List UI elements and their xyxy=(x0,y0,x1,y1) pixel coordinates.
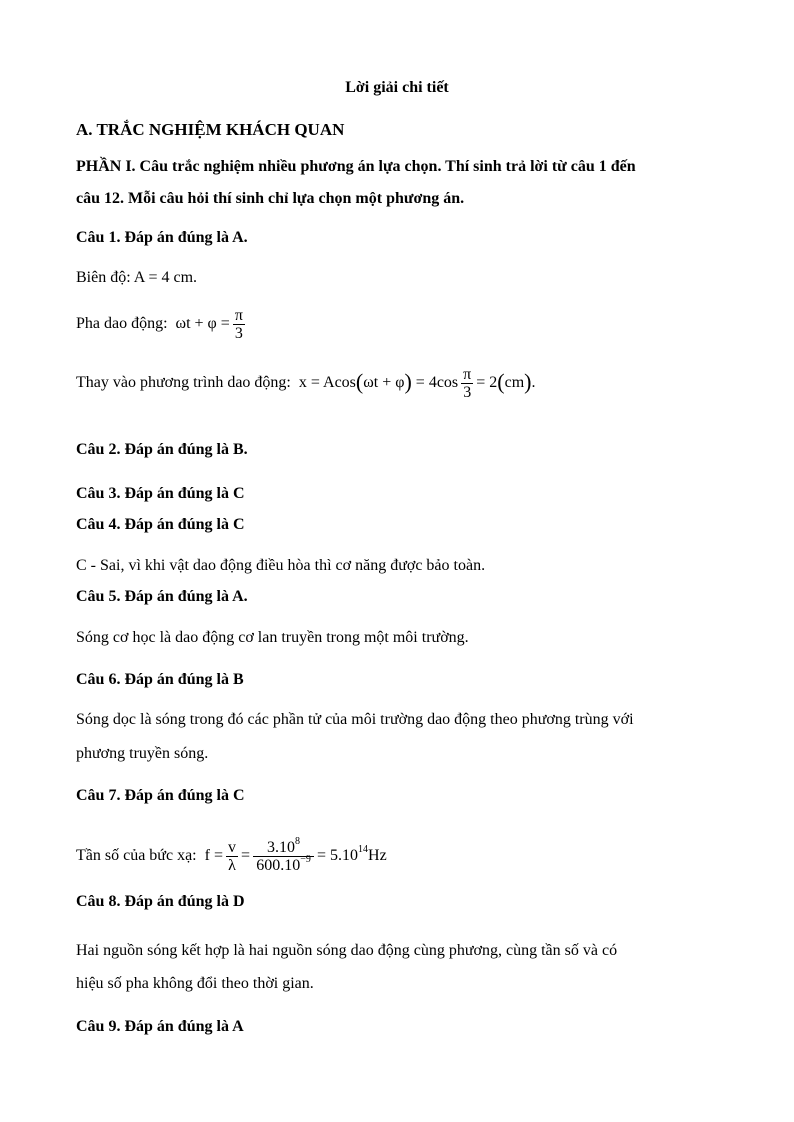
q7-result-unit: Hz xyxy=(368,847,387,865)
q1-phase-lhs: ωt + φ = xyxy=(175,315,230,333)
q5-text: Sóng cơ học là dao động cơ lan truyền trong một môi trường. xyxy=(76,629,469,646)
paren-open: ( xyxy=(497,369,505,395)
q1-heading: Câu 1. Đáp án đúng là A. xyxy=(76,229,248,246)
eq-part3: = 2 xyxy=(476,374,498,392)
q6-text-line1: Sóng dọc là sóng trong đó các phần tử của môi trường dao động theo phương trùng với xyxy=(76,711,634,728)
q4-text: C - Sai, vì khi vật dao động điều hòa thì cơ năng được bảo toàn. xyxy=(76,557,486,574)
q1-equation-line xyxy=(76,366,535,401)
q7-heading: Câu 7. Đáp án đúng là C xyxy=(76,787,245,804)
paren-close: ) xyxy=(404,369,412,395)
q1-phase-label: Pha dao động: xyxy=(76,315,168,333)
fraction-denominator xyxy=(254,854,313,874)
paren-close: ) xyxy=(524,369,532,395)
page-title: Lời giải chi tiết xyxy=(345,79,449,96)
eq-part2: = 4cos xyxy=(415,374,459,392)
q1-amplitude: Biên độ: A = 4 cm. xyxy=(76,269,198,286)
numerator-exponent: 8 xyxy=(295,836,301,847)
v-over-lambda-fraction xyxy=(226,839,238,874)
fraction-numerator: π xyxy=(234,307,243,324)
fraction-numerator: v xyxy=(227,839,236,856)
q7-equals: = xyxy=(240,847,251,865)
eq-part1: x = Acos xyxy=(298,374,356,392)
denominator-exponent: −9 xyxy=(300,854,311,865)
section-a-heading: A. TRẮC NGHIỆM KHÁCH QUAN xyxy=(76,120,345,139)
eq-inner: ωt + φ xyxy=(363,374,405,392)
q3-heading: Câu 3. Đáp án đúng là C xyxy=(76,485,245,502)
q7-equation-line xyxy=(76,836,387,874)
fraction-denominator: 3 xyxy=(234,325,243,342)
fraction-numerator: π xyxy=(463,366,472,383)
numerator-base: 3.10 xyxy=(267,839,296,856)
paren-open: ( xyxy=(355,369,364,395)
q9-heading: Câu 9. Đáp án đúng là A xyxy=(76,1018,244,1035)
q1-subst-label: Thay vào phương trình dao động: xyxy=(76,374,291,392)
q2-heading: Câu 2. Đáp án đúng là B. xyxy=(76,441,248,458)
denominator-base: 600.10 xyxy=(256,857,301,874)
q8-heading: Câu 8. Đáp án đúng là D xyxy=(76,893,245,910)
q6-text-line2: phương truyền sóng. xyxy=(76,745,209,762)
part1-instruction-line2: câu 12. Mỗi câu hỏi thí sinh chỉ lựa chọn một phương án. xyxy=(76,190,465,207)
part1-instruction-line1: PHẦN I. Câu trắc nghiệm nhiều phương án lựa chọn. Thí sinh trả lời từ câu 1 đến xyxy=(76,158,636,175)
q8-text-line2: hiệu số pha không đổi theo thời gian. xyxy=(76,975,314,992)
q7-result-exponent: 14 xyxy=(358,844,369,856)
q4-heading: Câu 4. Đáp án đúng là C xyxy=(76,516,245,533)
eq-unit: cm xyxy=(504,374,525,392)
q5-heading: Câu 5. Đáp án đúng là A. xyxy=(76,588,248,605)
eq-end: . xyxy=(531,374,536,392)
fraction-denominator: λ xyxy=(228,857,236,874)
q8-text-line1: Hai nguồn sóng kết hợp là hai nguồn sóng dao động cùng phương, cùng tần số và có xyxy=(76,942,618,959)
pi-over-3-fraction xyxy=(233,307,245,342)
q7-lhs: f = xyxy=(204,847,223,865)
q7-result-prefix: = 5.10 xyxy=(317,847,359,865)
speed-over-wavelength-fraction xyxy=(253,836,314,874)
pi-over-3-fraction xyxy=(461,366,473,401)
q1-phase-line xyxy=(76,307,248,342)
q7-label: Tần số của bức xạ: xyxy=(76,847,197,865)
q6-heading: Câu 6. Đáp án đúng là B xyxy=(76,671,244,688)
fraction-denominator: 3 xyxy=(463,384,472,401)
